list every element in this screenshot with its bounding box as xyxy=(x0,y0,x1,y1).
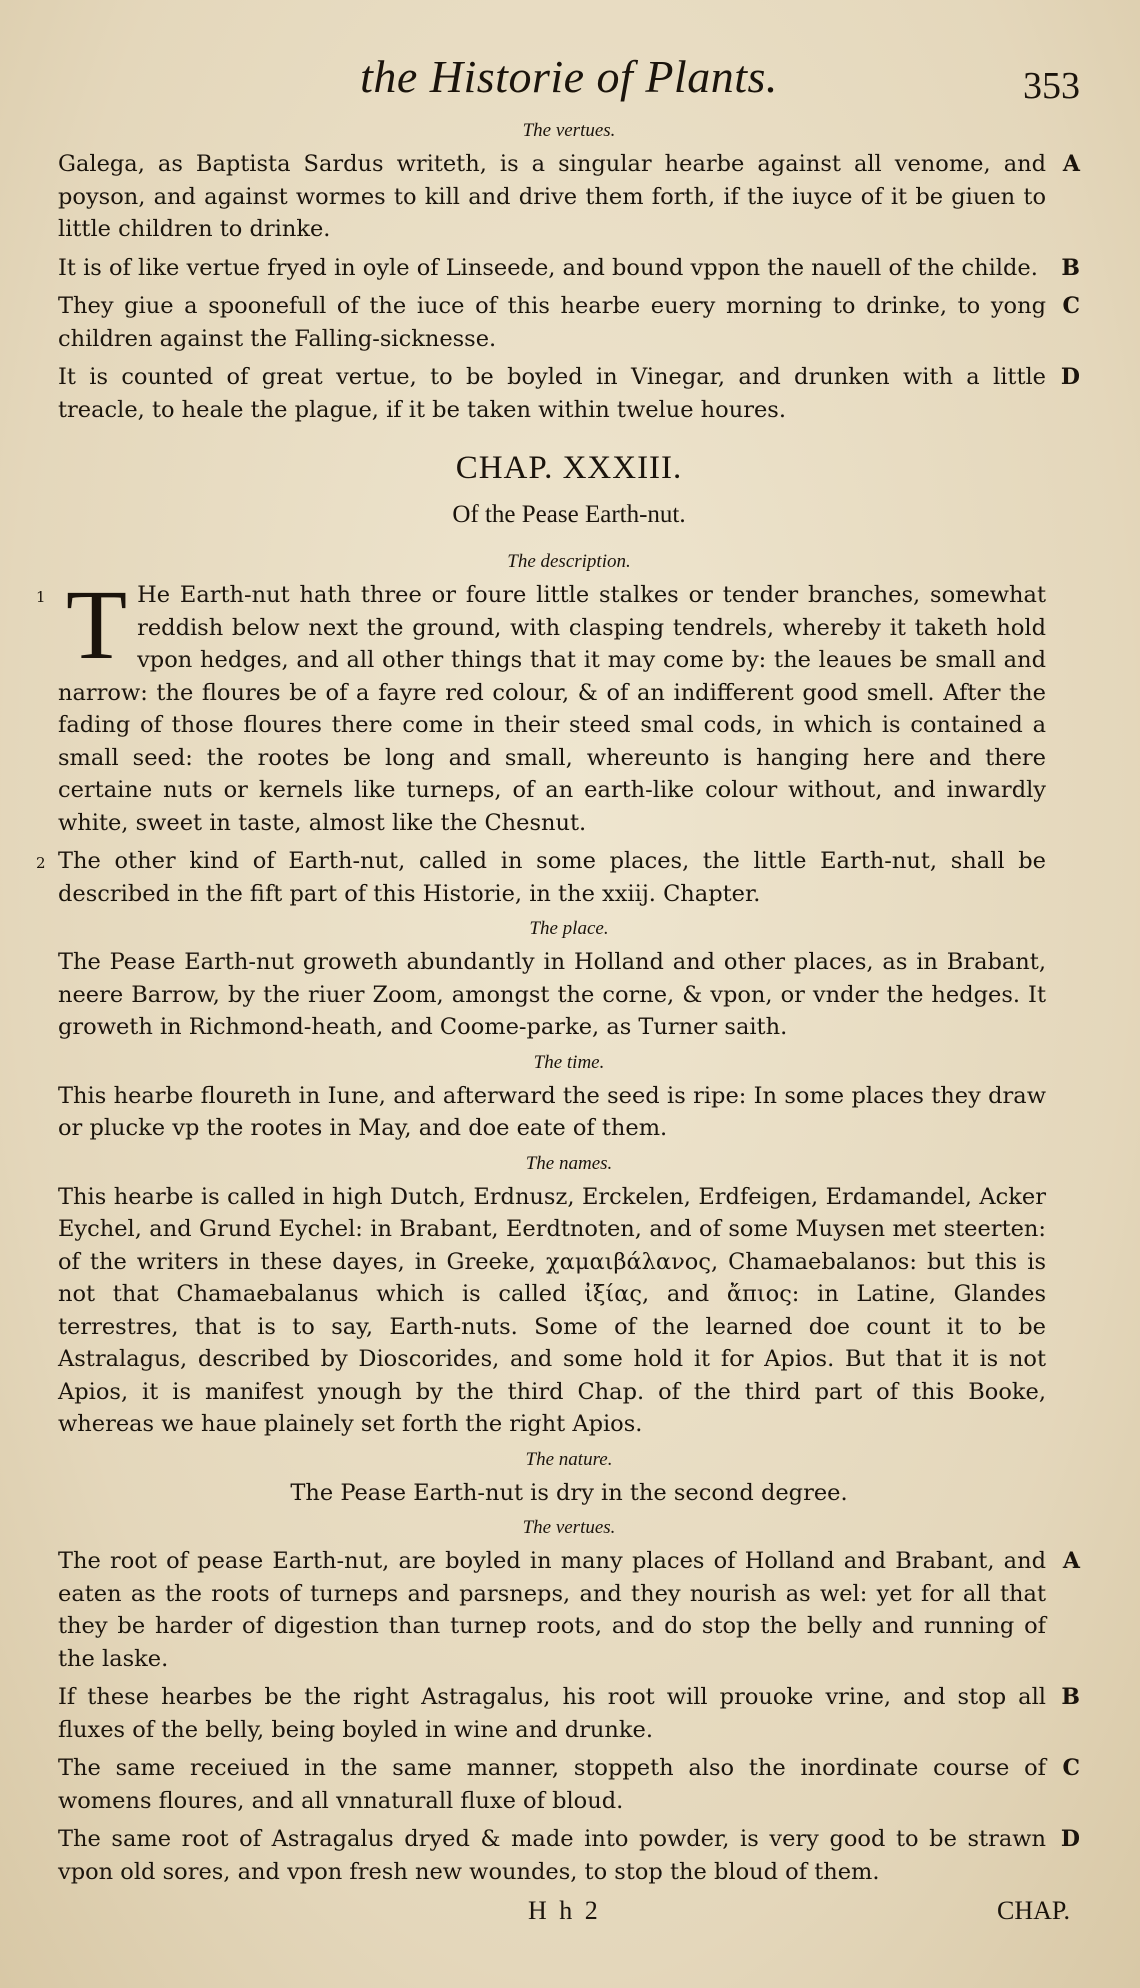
catchword: CHAP. xyxy=(997,1896,1070,1925)
page-header xyxy=(58,50,1080,112)
signature-mark: H h 2 xyxy=(528,1896,601,1925)
running-title: the Historie of Plants. xyxy=(360,51,778,102)
paragraph: This hearbe floureth in Iune, and afterward the seed is ripe: In some places they draw or plucke vp the rootes in May, and doe eate of them. xyxy=(58,1082,1046,1141)
paragraph: 1 T He Earth-nut hath three or foure little stalkes or tender branches, somewhat reddish below next the ground, with clasping tendrels, whereby it taketh hold vpon hedges, and all other things that it may come by: the leaues be small and narrow: the floures be of a fayre red colour, & of an indifferent good smell. After the fading of those floures there come in their steed smal cods, in which is contained a small seed: the rootes be long and small, whereunto is hanging here and there certaine nuts or kernels like turneps, of an earth-like colour without, and inwardly white, sweet in taste, almost like the Chesnut. xyxy=(36,569,1046,836)
section-heading-place: The place. xyxy=(529,918,609,939)
paragraph: The Pease Earth-nut is dry in the second degree. xyxy=(290,1479,848,1506)
paragraph: The same root of Astragalus dryed & made into powder, is very good to be strawn vpon old sores, and vpon fresh new woundes, to stop the bloud of them. D xyxy=(58,1823,1080,1888)
paragraph: This hearbe is called in high Dutch, Erdnusz, Erckelen, Erdfeigen, Erdamandel, Acker Eychel, and Grund Eychel: in Brabant, Eerdtnoten, and of some Muysen met steerten: of the writers in these dayes, in Greeke, χαμαιβάλανος, Chamaebalanos: but this is not that Chamaebalanus which is called ἰξίας, and ἄπιος: in Latine, Glandes terrestres, that is to say, Earth-nuts. Some of the learned doe count it to be Astralagus, described by Dioscorides, and some hold it for Apios. But that it is not Apios, it is manifest ynough by the third Chap. of the third part of this Booke, whereas we haue plainely set forth the right Apios. xyxy=(58,1183,1046,1437)
section-heading-names: The names. xyxy=(525,1152,613,1174)
paragraph: Galega, as Baptista Sardus writeth, is a singular hearbe against all venome, and poyson, and against wormes to kill and drive them forth, if the iuyce of it be giuen to little children to drinke. A xyxy=(58,148,1080,246)
page-footer xyxy=(58,1896,1080,1936)
paragraph-number: 2 xyxy=(36,854,46,872)
section-heading-time: The time. xyxy=(533,1051,605,1073)
paragraph: It is of like vertue fryed in oyle of Linseede, and bound vppon the nauell of the childe. B xyxy=(58,252,1080,285)
margin-letter: C xyxy=(1062,1755,1080,1781)
paragraph: 2 The other kind of Earth-nut, called in some places, the little Earth-nut, shall be described in the fift part of this Historie, in the xxiij. Chapter. xyxy=(36,848,1046,907)
section-heading-nature: The nature. xyxy=(525,1448,613,1470)
paragraph: It is counted of great vertue, to be boyled in Vinegar, and drunken with a little treacle, to heale the plague, if it be taken within twelue houres. D xyxy=(58,361,1080,426)
margin-letter: A xyxy=(1062,151,1080,177)
paragraph: The Pease Earth-nut groweth abundantly in Holland and other places, as in Brabant, neere Barrow, by the riuer Zoom, amongst the corne, & vpon, or vnder the hedges. It groweth in Richmond-heath, and Coome-parke, as Turner saith. xyxy=(58,949,1046,1040)
margin-letter: D xyxy=(1060,364,1080,390)
section-heading-vertues: The vertues. xyxy=(522,120,616,141)
margin-letter: A xyxy=(1062,1548,1080,1574)
margin-letter: D xyxy=(1060,1826,1080,1852)
chapter-title: CHAP. XXXIII. xyxy=(455,450,683,486)
drop-cap: T xyxy=(66,569,128,680)
paragraph-number: 1 xyxy=(36,588,46,606)
section-heading-description: The description. xyxy=(507,551,631,572)
section-heading-vertues: The vertues. xyxy=(522,1517,616,1538)
paragraph: If these hearbes be the right Astragalus, his root will prouoke vrine, and stop all fluxes of the belly, being boyled in wine and drunke. B xyxy=(58,1681,1080,1746)
paragraph: They giue a spoonefull of the iuce of this hearbe euery morning to drinke, to yong children against the Falling-sicknesse. C xyxy=(58,290,1080,355)
paragraph: The root of pease Earth-nut, are boyled in many places of Holland and Brabant, and eaten as the roots of turneps and parsneps, and they nourish as wel: yet for all that they be harder of digestion than turnep roots, and do stop the belly and running of the laske. A xyxy=(58,1545,1080,1675)
margin-letter: B xyxy=(1061,1684,1080,1710)
page-number: 353 xyxy=(1023,65,1080,107)
margin-letter: B xyxy=(1061,254,1080,281)
margin-letter: C xyxy=(1062,293,1080,319)
paragraph: The same receiued in the same manner, stoppeth also the inordinate course of womens floures, and all vnnaturall fluxe of bloud. C xyxy=(58,1752,1080,1817)
chapter-subtitle: Of the Pease Earth-nut. xyxy=(452,501,686,528)
